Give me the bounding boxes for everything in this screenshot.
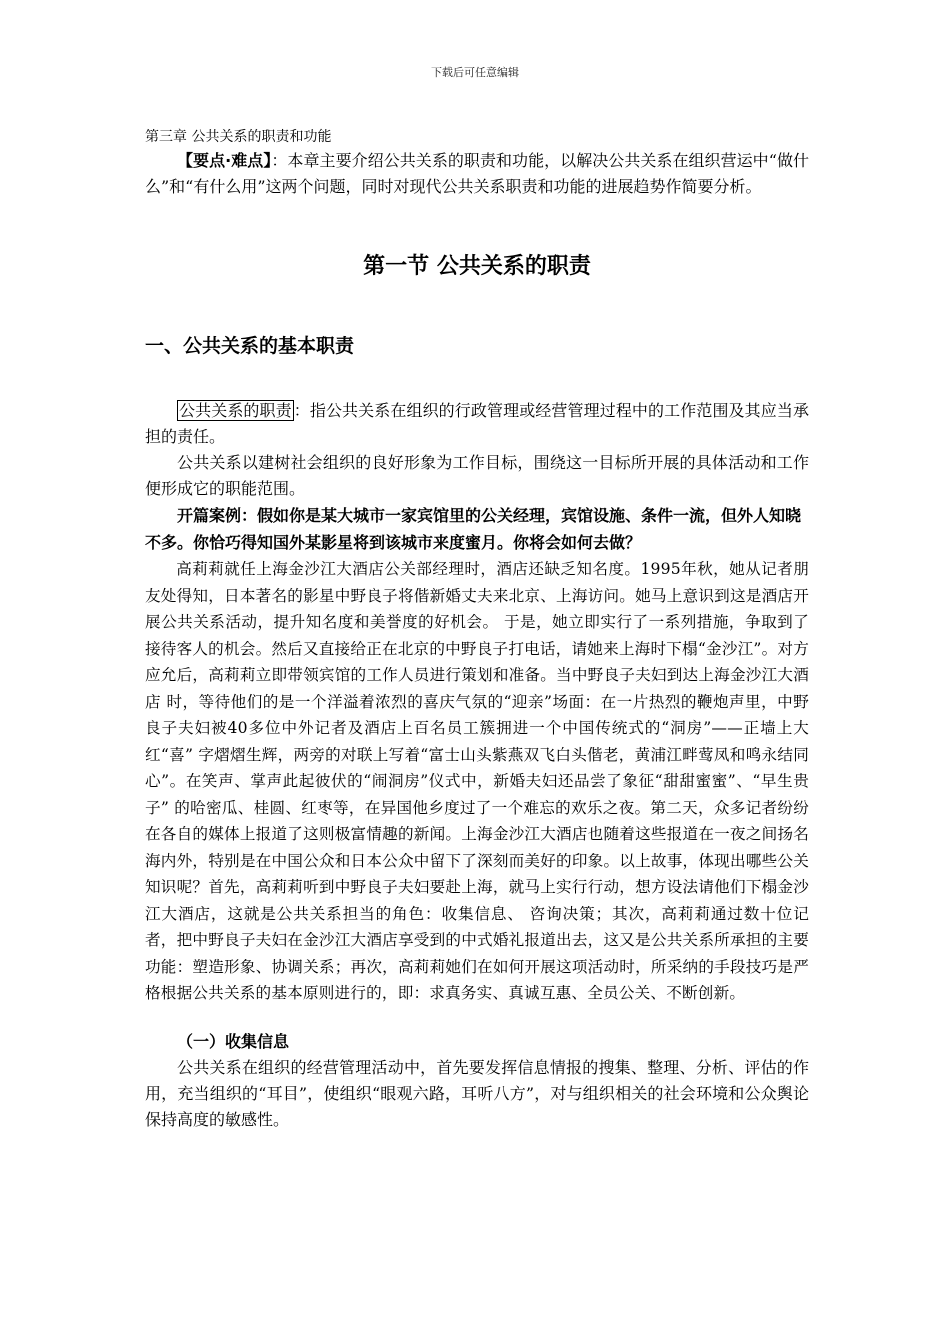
definition-term: 公共关系的职责: [179, 401, 292, 420]
section-title: 第一节 公共关系的职责: [363, 254, 591, 279]
opening-case: 开篇案例：假如你是某大城市一家宾馆里的公关经理，宾馆设施、条件一流，但外人知晓不多。你恰巧得知国外某影星将到该城市来度蜜月。你将会如何去做？: [145, 506, 802, 552]
responsibility-paragraph: 公共关系以建树社会组织的良好形象为工作目标，围绕这一目标所开展的具体活动和工作便形成它的职能范围。: [145, 453, 809, 498]
chapter-title: 第三章 公共关系的职责和功能: [145, 129, 332, 145]
document-content: [145, 126, 809, 1133]
case-story: 高莉莉就任上海金沙江大酒店公关部经理时，酒店还缺乏知名度。1995年秋，她从记者朋友处得知，日本著名的影星中野良子将偕新婚丈夫来北京、上海访问。她马上意识到这是酒店开展公共关系活动，提升知名度和美誉度的好机会。 于是，她立即实行了一系列措施，争取到了接待客人的机会。然后又直接给正在北京的中野良子打电话，请她来上海时下榻“金沙江”。对方应允后，高莉莉立即带领宾馆的工作人员进行策划和准备。当中野良子夫妇到达上海金沙江大酒店 时，等待他们的是一个洋溢着浓烈的喜庆气氛的“迎亲”场面：在一片热烈的鞭炮声里，中野良子夫妇被40多位中外记者及酒店上百名员工簇拥进一个中国传统式的“洞房”——正墙上大红“喜” 字熠熠生辉，两旁的对联上写着“富士山头紫燕双飞白头偕老，黄浦江畔莺凤和鸣永结同心”。在笑声、掌声此起彼伏的“闹洞房”仪式中，新婚夫妇还品尝了象征“甜甜蜜蜜”、“早生贵子” 的哈密瓜、桂圆、红枣等，在异国他乡度过了一个难忘的欢乐之夜。第二天，众多记者纷纷在各自的媒体上报道了这则极富情趣的新闻。上海金沙江大酒店也随着这些报道在一夜之间扬名海内外，特别是在中国公众和日本公众中留下了深刻而美好的印象。以上故事，体现出哪些公关知识呢？首先，高莉莉听到中野良子夫妇要赴上海，就马上实行行动，想方设法请他们下榻金沙江大酒店，这就是公共关系担当的角色：收集信息、 咨询决策；其次，高莉莉通过数十位记者，把中野良子夫妇在金沙江大酒店享受到的中式婚礼报道出去，这又是公共关系所承担的主要功能：塑造形象、协调关系；再次，高莉莉她们在如何开展这项活动时，所采纳的手段技巧是严格根据公共关系的基本原则进行的，即：求真务实、真诚互惠、全员公关、不断创新。: [145, 560, 809, 1002]
item-title-collect-info: （一）收集信息: [177, 1031, 290, 1051]
subsection-title: 一、公共关系的基本职责: [145, 335, 355, 357]
definition-text: ：指公共关系在组织的行政管理或经营管理过程中的工作范围及其应当承担的责任。: [145, 401, 809, 446]
page-header-note: 下载后可任意编辑: [431, 66, 519, 79]
keypoints-text: ：本章主要介绍公共关系的职责和功能，以解决公共关系在组织营运中“做什么”和“有什么用”这两个问题，同时对现代公共关系职责和功能的进展趋势作简要分析。: [145, 151, 809, 196]
definition-paragraph: [145, 398, 809, 450]
keypoints-label: 【要点·难点】: [177, 151, 272, 170]
item-text-collect-info: 公共关系在组织的经营管理活动中，首先要发挥信息情报的搜集、整理、分析、评估的作用，充当组织的“耳目”，使组织“眼观六路，耳听八方”，对与组织相关的社会环境和公众舆论保持高度的敏感性。: [145, 1057, 809, 1129]
keypoints-paragraph: [145, 148, 809, 200]
